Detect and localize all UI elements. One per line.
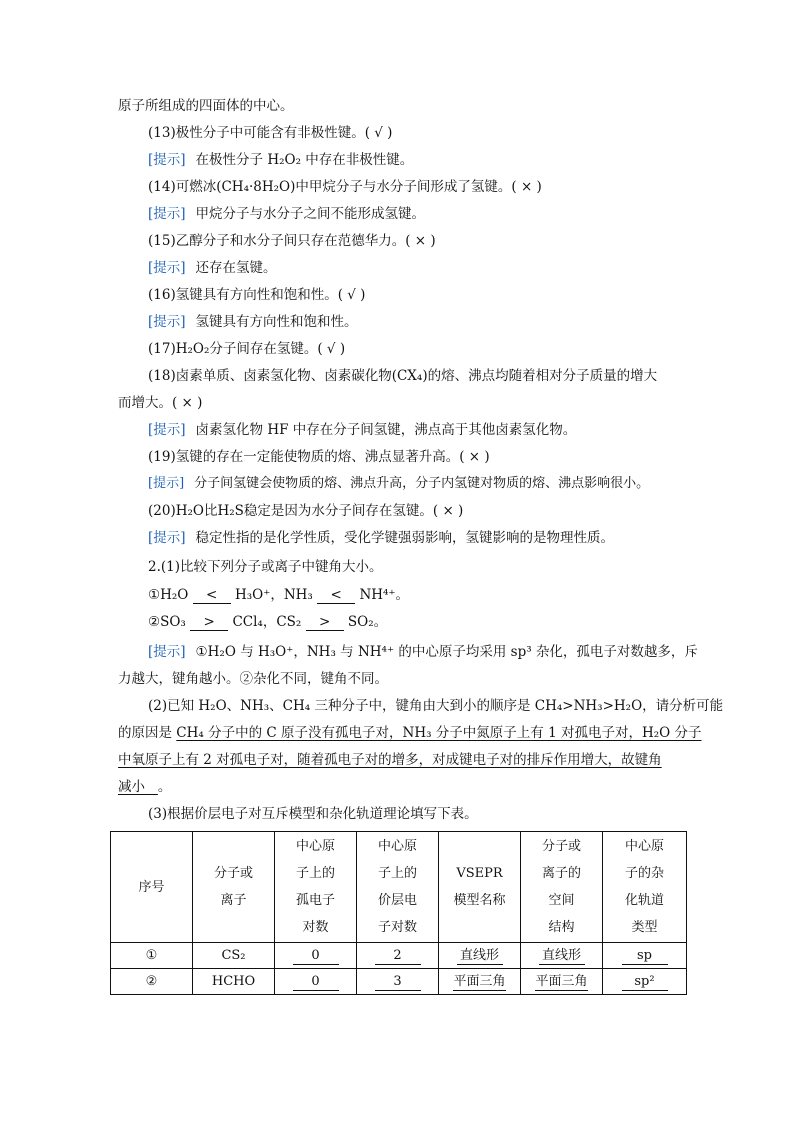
- question-13: (13)极性分子中可能含有非极性键。( √ ): [148, 125, 393, 141]
- hint-13: [148, 150, 413, 170]
- cell-vsepr-model: 直线形: [439, 943, 521, 969]
- answer-lead: 的原因是: [118, 725, 172, 741]
- question-17: (17)H₂O₂分子间存在氢键。( √ ): [148, 341, 346, 357]
- hint-label: [提示]: [148, 644, 186, 660]
- hint-label: [提示]: [148, 422, 186, 438]
- hint-20: [148, 528, 614, 548]
- header-cell: 中心原 子上的 价层电 子对数: [357, 832, 439, 943]
- header-cell: 分子或 离子: [193, 832, 275, 943]
- species: SO₂。: [347, 614, 388, 630]
- table-row: [111, 969, 687, 995]
- answer-2-2-line1: [118, 723, 702, 743]
- table-row: [111, 943, 687, 969]
- question-18: (18)卤素单质、卤素氢化物、卤素碳化物(CX₄)的熔、沸点均随着相对分子质量的增大: [148, 368, 658, 384]
- cell-molecule: CS₂: [193, 943, 275, 969]
- hint-label: [提示]: [148, 476, 185, 491]
- question-15: (15)乙醇分子和水分子间只存在范德华力。( × ): [148, 233, 436, 249]
- hint-text: ①H₂O 与 H₃O⁺，NH₃ 与 NH⁴⁺ 的中心原子均采用 sp³ 杂化，孤电子对数越多，斥: [195, 644, 698, 660]
- hint-label: [提示]: [148, 152, 186, 168]
- punctuation: 。: [157, 779, 172, 795]
- question-19: (19)氢键的存在一定能使物质的熔、沸点显著升高。( × ): [148, 449, 490, 465]
- table-header-row: [111, 832, 687, 943]
- compare-row-2: [148, 612, 387, 632]
- question-2-1: 2.(1)比较下列分子或离子中键角大小。: [148, 559, 383, 575]
- species: ①H₂O: [148, 587, 189, 603]
- answer-text: CH₄ 分子中的 C 原子没有孤电子对，NH₃ 分子中氮原子上有 1 对孤电子对，H₂O 分子: [176, 725, 702, 741]
- question-2-3: (3)根据价层电子对互斥模型和杂化轨道理论填写下表。: [148, 806, 478, 822]
- cell-number: ①: [111, 943, 193, 969]
- hint-label: [提示]: [148, 314, 186, 330]
- vsepr-table: [110, 831, 687, 995]
- hint-2-1-cont: 力越大，键角越小。②杂化不同，键角不同。: [118, 671, 388, 687]
- hint-text: 氢键具有方向性和饱和性。: [195, 314, 358, 330]
- cell-shape: 直线形: [521, 943, 603, 969]
- cell-valence-pairs: 2: [357, 943, 439, 969]
- answer-blank: <: [317, 587, 355, 604]
- cell-lone-pairs: 0: [275, 943, 357, 969]
- header-cell: 序号: [111, 832, 193, 943]
- answer-2-2-line3: [118, 777, 171, 797]
- cell-vsepr-model: 平面三角: [439, 969, 521, 995]
- cell-shape: 平面三角: [521, 969, 603, 995]
- hint-18: [148, 420, 576, 440]
- hint-text: 分子间氢键会使物质的熔、沸点升高，分子内氢键对物质的熔、沸点影响很小。: [194, 476, 650, 491]
- hint-14: [148, 204, 425, 224]
- question-18-cont: 而增大。( × ): [118, 395, 203, 411]
- hint-label: [提示]: [148, 530, 186, 546]
- header-cell: 中心原 子的杂 化轨道 类型: [603, 832, 687, 943]
- hint-text: 在极性分子 H₂O₂ 中存在非极性键。: [195, 152, 414, 168]
- answer-blank: >: [190, 614, 228, 631]
- hint-16: [148, 312, 358, 332]
- answer-blank: <: [193, 587, 231, 604]
- species: H₃O⁺，NH₃: [234, 587, 313, 603]
- species: NH⁴⁺。: [359, 587, 410, 603]
- hint-2-1: [148, 642, 698, 662]
- question-14: (14)可燃冰(CH₄·8H₂O)中甲烷分子与水分子间形成了氢键。( × ): [148, 179, 542, 195]
- answer-blank: >: [306, 614, 344, 631]
- cell-valence-pairs: 3: [357, 969, 439, 995]
- hint-19: [148, 474, 649, 494]
- hint-text: 还存在氢键。: [195, 260, 277, 276]
- answer-2-2-line2: 中氧原子上有 2 对孤电子对，随着孤电子对的增多，对成键电子对的排斥作用增大，故键角: [118, 752, 662, 768]
- cell-molecule: HCHO: [193, 969, 275, 995]
- header-cell: 中心原 子上的 孤电子 对数: [275, 832, 357, 943]
- question-16: (16)氢键具有方向性和饱和性。( √ ): [148, 287, 366, 303]
- hint-label: [提示]: [148, 260, 186, 276]
- hint-text: 卤素氢化物 HF 中存在分子间氢键，沸点高于其他卤素氢化物。: [195, 422, 577, 438]
- cell-lone-pairs: 0: [275, 969, 357, 995]
- header-cell: VSEPR 模型名称: [439, 832, 521, 943]
- cell-hybridization: sp: [603, 943, 687, 969]
- header-cell: 分子或 离子的 空间 结构: [521, 832, 603, 943]
- species: ②SO₃: [148, 614, 186, 630]
- question-2-2: (2)已知 H₂O、NH₃、CH₄ 三种分子中，键角由大到小的顺序是 CH₄>NH₃>H₂O，请分析可能: [148, 698, 724, 714]
- question-20: (20)H₂O比H₂S稳定是因为水分子间存在氢键。( × ): [148, 503, 464, 519]
- answer-text: 减小: [118, 779, 145, 795]
- cell-hybridization: sp²: [603, 969, 687, 995]
- hint-text: 甲烷分子与水分子之间不能形成氢键。: [195, 206, 426, 222]
- hint-label: [提示]: [148, 206, 186, 222]
- hint-15: [148, 258, 277, 278]
- compare-row-1: [148, 585, 409, 605]
- hint-text: 稳定性指的是化学性质，受化学键强弱影响，氢键影响的是物理性质。: [195, 530, 615, 546]
- cell-number: ②: [111, 969, 193, 995]
- text-line: 原子所组成的四面体的中心。: [118, 98, 294, 114]
- species: CCl₄，CS₂: [232, 614, 302, 630]
